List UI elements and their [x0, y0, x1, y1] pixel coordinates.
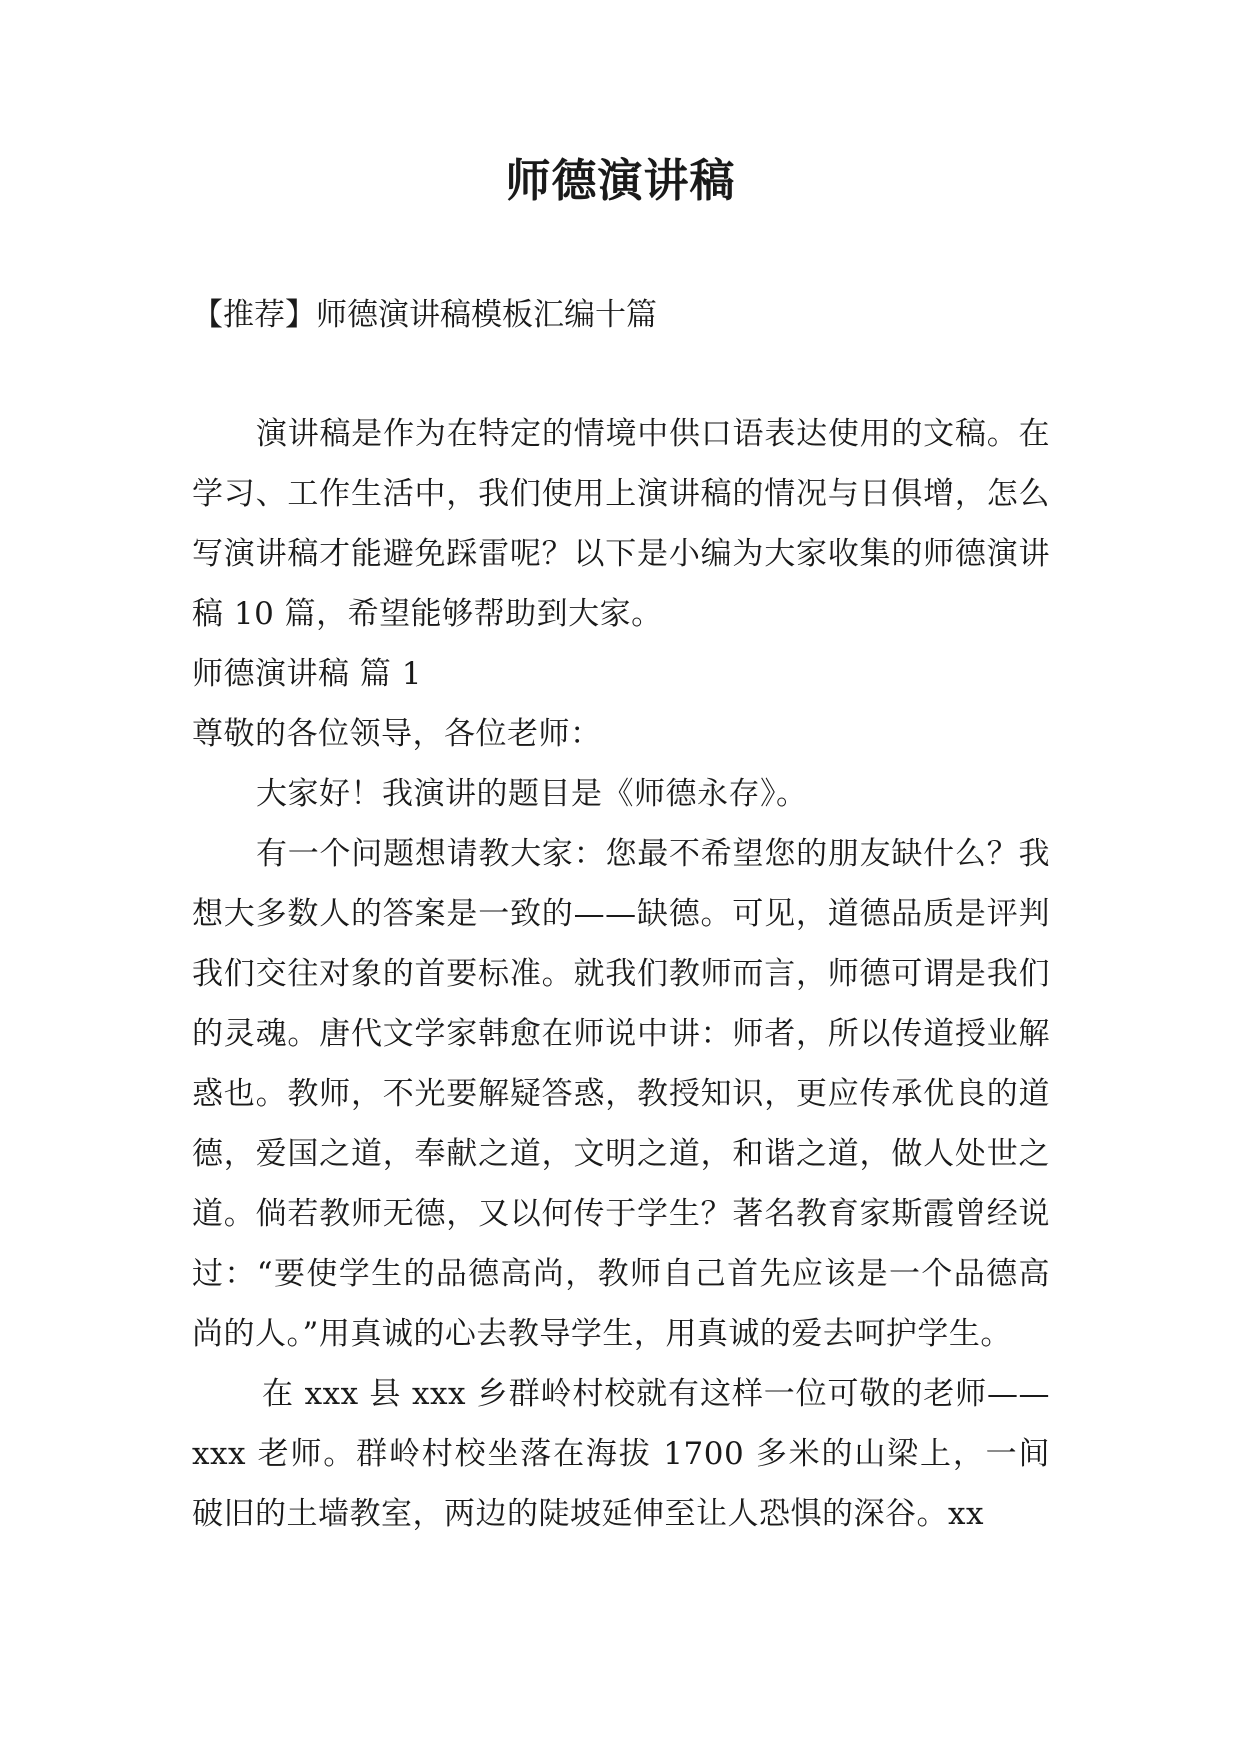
document-subtitle: 【推荐】师德演讲稿模板汇编十篇: [192, 297, 657, 333]
salutation: 尊敬的各位领导，各位老师：: [192, 716, 602, 752]
intro-paragraph: 演讲稿是作为在特定的情境中供口语表达使用的文稿。在学习、工作生活中，我们使用上演讲稿的情况与日俱增，怎么写演讲稿才能避免踩雷呢？以下是小编为大家收集的师德演讲稿 10 篇，希望能够帮助到大家。: [192, 416, 1050, 632]
document-body: [192, 404, 1050, 1544]
section-heading: 师德演讲稿 篇 1: [192, 656, 422, 692]
body-paragraph: 有一个问题想请教大家：您最不希望您的朋友缺什么？我想大多数人的答案是一致的——缺德。可见，道德品质是评判我们交往对象的首要标准。就我们教师而言，师德可谓是我们的灵魂。唐代文学家韩愈在师说中讲：师者，所以传道授业解惑也。教师，不光要解疑答惑，教授知识，更应传承优良的道德，爱国之道，奉献之道，文明之道，和谐之道，做人处世之道。倘若教师无德，又以何传于学生？著名教育家斯霞曾经说过：“要使学生的品德高尚，教师自己首先应该是一个品德高尚的人。”用真诚的心去教导学生，用真诚的爱去呵护学生。: [192, 836, 1050, 1352]
document-title: 师德演讲稿: [505, 154, 736, 207]
body-paragraph: 在 xxx 县 xxx 乡群岭村校就有这样一位可敬的老师——xxx 老师。群岭村校坐落在海拔 1700 多米的山梁上，一间破旧的土墙教室，两边的陡坡延伸至让人恐惧的深谷。xx: [192, 1376, 1050, 1532]
greeting-paragraph: 大家好！我演讲的题目是《师德永存》。: [256, 776, 808, 812]
